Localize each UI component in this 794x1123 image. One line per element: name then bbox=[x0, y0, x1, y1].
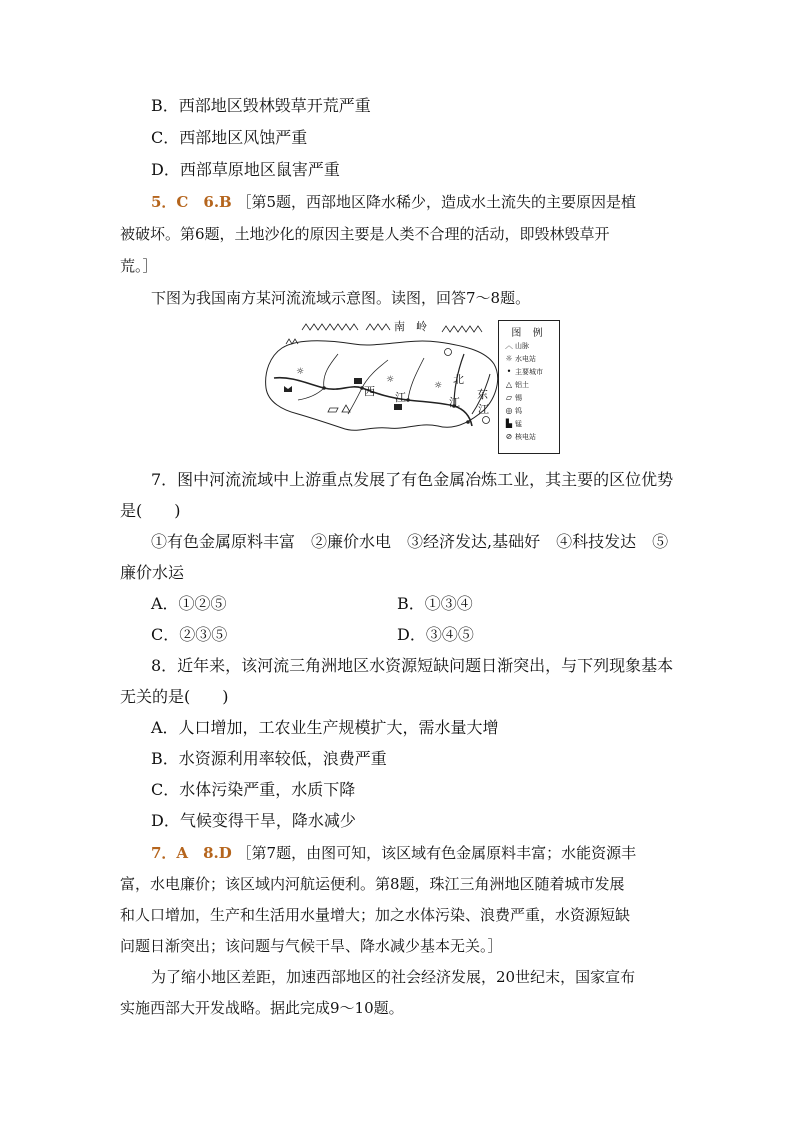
intro-7-8: 下图为我国南方某河流流域示意图。读图，回答7～8题。 bbox=[151, 289, 531, 307]
q7-option-b: B．①③④ bbox=[397, 594, 473, 613]
q8-option-d: D．气候变得干旱，降水减少 bbox=[151, 811, 356, 830]
nuclear-icon: ⊘ bbox=[505, 432, 513, 441]
legend-item-tin: ▱ 锡 bbox=[503, 393, 522, 403]
legend-item-mountain: ︿ 山脉 bbox=[505, 341, 529, 350]
mountain-icon: ︿ bbox=[505, 341, 513, 350]
label-jiang-3: 江 bbox=[478, 403, 489, 416]
river-basin-map bbox=[258, 318, 534, 442]
tributary bbox=[298, 388, 324, 400]
answer-5-6-line1 bbox=[151, 192, 636, 212]
q7-stem-line2: 是( ) bbox=[120, 501, 181, 520]
answer-text: ［第5题，西部地区降水稀少，造成水土流失的主要原因是植 bbox=[236, 193, 637, 211]
hydropower-icon: ☼ bbox=[434, 381, 443, 391]
q7-items-line2: 廉价水运 bbox=[120, 563, 185, 582]
option-d: D．西部草原地区鼠害严重 bbox=[151, 160, 340, 179]
answer-text: ［第7题，由图可知，该区域有色金属原料丰富；水能资源丰 bbox=[236, 844, 637, 862]
answer-7-8-line4: 问题日渐突出；该问题与气候干旱、降水减少基本无关。］ bbox=[120, 937, 503, 955]
intro-9-10-line2: 实施西部大开发战略。据此完成9～10题。 bbox=[120, 999, 404, 1017]
answer-7-8-line1 bbox=[151, 843, 636, 863]
answer-key: 7．A 8.D bbox=[151, 844, 232, 862]
map-legend bbox=[498, 320, 560, 454]
q7-option-d: D．③④⑤ bbox=[397, 625, 474, 644]
hydropower-icon: ☼ bbox=[505, 354, 513, 363]
aluminum-icon bbox=[342, 405, 350, 412]
legend-title: 图 例 bbox=[511, 328, 547, 339]
tributary bbox=[324, 354, 338, 388]
tributary bbox=[362, 360, 388, 388]
q8-option-a: A．人口增加，工农业生产规模扩大，需水量大增 bbox=[151, 718, 499, 737]
tributary bbox=[408, 358, 424, 400]
answer-7-8-line3: 和人口增加，生产和生活用水量增大；加之水体污染、浪费严重，水资源短缺 bbox=[120, 906, 631, 924]
q7-option-a: A．①②⑤ bbox=[151, 594, 227, 613]
legend-item-nuclear: ⊘ 核电站 bbox=[503, 432, 536, 442]
tungsten-icon bbox=[445, 349, 452, 356]
aluminum-icon: △ bbox=[505, 380, 513, 389]
legend-item-tungsten: ◎ 钨 bbox=[503, 406, 522, 416]
hydropower-icon: ☼ bbox=[296, 367, 305, 377]
q8-option-b: B．水资源利用率较低，浪费严重 bbox=[151, 749, 387, 768]
nuclear-icon bbox=[483, 417, 490, 424]
option-b: B．西部地区毁林毁草开荒严重 bbox=[151, 96, 371, 115]
tributary bbox=[348, 388, 362, 414]
legend-item-manganese: ▙ 锰 bbox=[503, 419, 522, 429]
answer-key: 5．C 6.B bbox=[151, 193, 232, 211]
legend-item-hydropower: ☼ 水电站 bbox=[503, 354, 536, 364]
q8-option-c: C．水体污染严重，水质下降 bbox=[151, 780, 356, 799]
q8-stem-line1: 8．近年来，该河流三角洲地区水资源短缺问题日渐突出，与下列现象基本 bbox=[151, 656, 674, 675]
tin-icon bbox=[328, 408, 338, 412]
q8-stem-line2: 无关的是( ) bbox=[120, 687, 229, 706]
manganese-icon bbox=[284, 386, 292, 392]
intro-9-10-line1: 为了缩小地区差距，加速西部地区的社会经济发展，20世纪末，国家宣布 bbox=[151, 968, 636, 986]
label-nanling: 南 岭 bbox=[394, 320, 427, 333]
legend-item-city: • 主要城市 bbox=[503, 367, 543, 377]
manganese-icon bbox=[354, 378, 362, 384]
q7-items-line1: ①有色金属原料丰富 ②廉价水电 ③经济发达,基础好 ④科技发达 ⑤ bbox=[151, 532, 669, 551]
city-dot-icon bbox=[466, 420, 470, 424]
label-jiang: 江 bbox=[395, 391, 406, 404]
label-xi: 西 bbox=[364, 385, 375, 398]
option-c: C．西部地区风蚀严重 bbox=[151, 128, 308, 147]
city-dot-icon: • bbox=[506, 367, 512, 376]
legend-item-aluminum: △ 铝土 bbox=[503, 380, 529, 390]
manganese-icon bbox=[394, 404, 402, 410]
answer-7-8-line2: 富，水电廉价；该区域内河航运便利。第8题，珠江三角洲地区随着城市发展 bbox=[120, 875, 625, 893]
tungsten-icon: ◎ bbox=[505, 406, 513, 415]
hydropower-icon: ☼ bbox=[386, 375, 395, 385]
answer-5-6-line2: 被破坏。第6题，土地沙化的原因主要是人类不合理的活动，即毁林毁草开 bbox=[120, 225, 610, 243]
tin-icon: ▱ bbox=[505, 393, 513, 402]
q7-stem-line1: 7．图中河流流域中上游重点发展了有色金属冶炼工业，其主要的区位优势 bbox=[151, 470, 674, 489]
answer-5-6-line3: 荒。］ bbox=[120, 257, 158, 275]
manganese-icon: ▙ bbox=[505, 419, 513, 428]
q7-option-c: C．②③⑤ bbox=[151, 625, 228, 644]
city-dot-icon bbox=[322, 386, 326, 390]
label-dong: 东 bbox=[477, 388, 488, 401]
label-bei: 北 bbox=[453, 373, 464, 386]
city-dot-icon bbox=[406, 398, 410, 402]
label-jiang-2: 江 bbox=[449, 396, 460, 409]
